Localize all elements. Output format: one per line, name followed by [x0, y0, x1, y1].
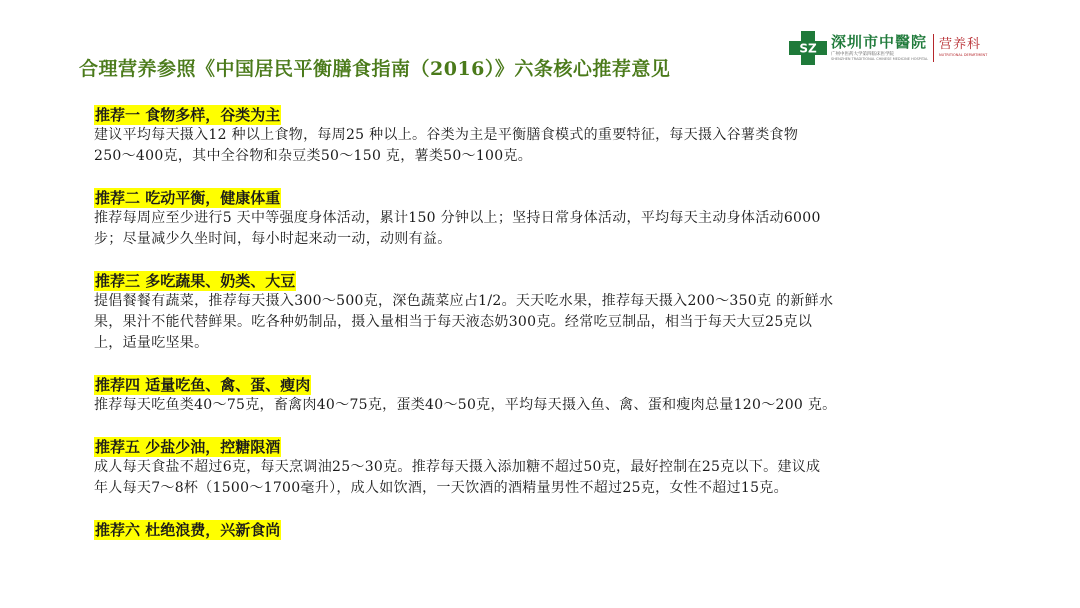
- recommendation-heading: 推荐四 适量吃鱼、禽、蛋、瘦肉: [95, 376, 311, 394]
- recommendation-5: [94, 437, 994, 499]
- hospital-name: 深圳市中醫院: [831, 32, 928, 51]
- recommendation-text-line: 果，果汁不能代替鲜果。吃各种奶制品，摄入量相当于每天液态奶300克。经常吃豆制品，相当于每天大豆25克以: [94, 314, 813, 330]
- sz-cross-logo-icon: [789, 31, 827, 65]
- slide-title: 合理营养参照《中国居民平衡膳食指南（2016）》六条核心推荐意见: [79, 58, 671, 80]
- hospital-logo: [789, 31, 1009, 65]
- recommendation-text-line: 推荐每周应至少进行5 天中等强度身体活动，累计150 分钟以上；坚持日常身体活动，平均每天主动身体活动6000: [94, 210, 821, 226]
- recommendation-6: [94, 520, 994, 540]
- department-english-name: NUTRITIONAL DEPARTMENT: [939, 53, 988, 58]
- recommendations-list: [94, 105, 994, 561]
- recommendation-text-line: 250～400克，其中全谷物和杂豆类50～150 克，薯类50～100克。: [94, 148, 533, 164]
- recommendation-text-line: 推荐每天吃鱼类40～75克，畜禽肉40～75克，蛋类40～50克，平均每天摄入鱼、禽、蛋和瘦肉总量120～200 克。: [94, 397, 837, 413]
- hospital-english-name: SHENZHEN TRADITIONAL CHINESE MEDICINE HOSPITAL: [831, 57, 929, 61]
- recommendation-text-line: 提倡餐餐有蔬菜，推荐每天摄入300～500克，深色蔬菜应占1/2。天天吃水果，推荐每天摄入200～350克 的新鲜水: [94, 293, 834, 309]
- svg-text:SZ: SZ: [799, 41, 817, 56]
- recommendation-text-line: 上，适量吃坚果。: [94, 335, 209, 351]
- recommendation-text-line: 年人每天7～8杯（1500～1700毫升），成人如饮酒，一天饮酒的酒精量男性不超过25克，女性不超过15克。: [94, 480, 788, 496]
- logo-divider: [933, 34, 934, 62]
- recommendation-heading: 推荐五 少盐少油，控糖限酒: [95, 438, 281, 456]
- recommendation-heading: 推荐六 杜绝浪费，兴新食尚: [95, 521, 281, 539]
- recommendation-heading: 推荐三 多吃蔬果、奶类、大豆: [95, 272, 296, 290]
- recommendation-3: [94, 271, 994, 354]
- recommendation-heading: 推荐二 吃动平衡，健康体重: [95, 189, 281, 207]
- department-name: 营养科: [939, 37, 982, 53]
- recommendation-4: [94, 375, 994, 416]
- recommendation-text-line: 步；尽量减少久坐时间，每小时起来动一动，动则有益。: [94, 231, 452, 247]
- recommendation-text-line: 成人每天食盐不超过6克，每天烹调油25～30克。推荐每天摄入添加糖不超过50克，最好控制在25克以下。建议成: [94, 459, 821, 475]
- recommendation-heading: 推荐一 食物多样，谷类为主: [95, 106, 281, 124]
- recommendation-text-line: 建议平均每天摄入12 种以上食物，每周25 种以上。谷类为主是平衡膳食模式的重要特征，每天摄入谷薯类食物: [94, 127, 799, 143]
- recommendation-2: [94, 188, 994, 250]
- recommendation-1: [94, 105, 994, 167]
- hospital-subtitle: 广州中医药大学第四临床医学院: [831, 51, 894, 57]
